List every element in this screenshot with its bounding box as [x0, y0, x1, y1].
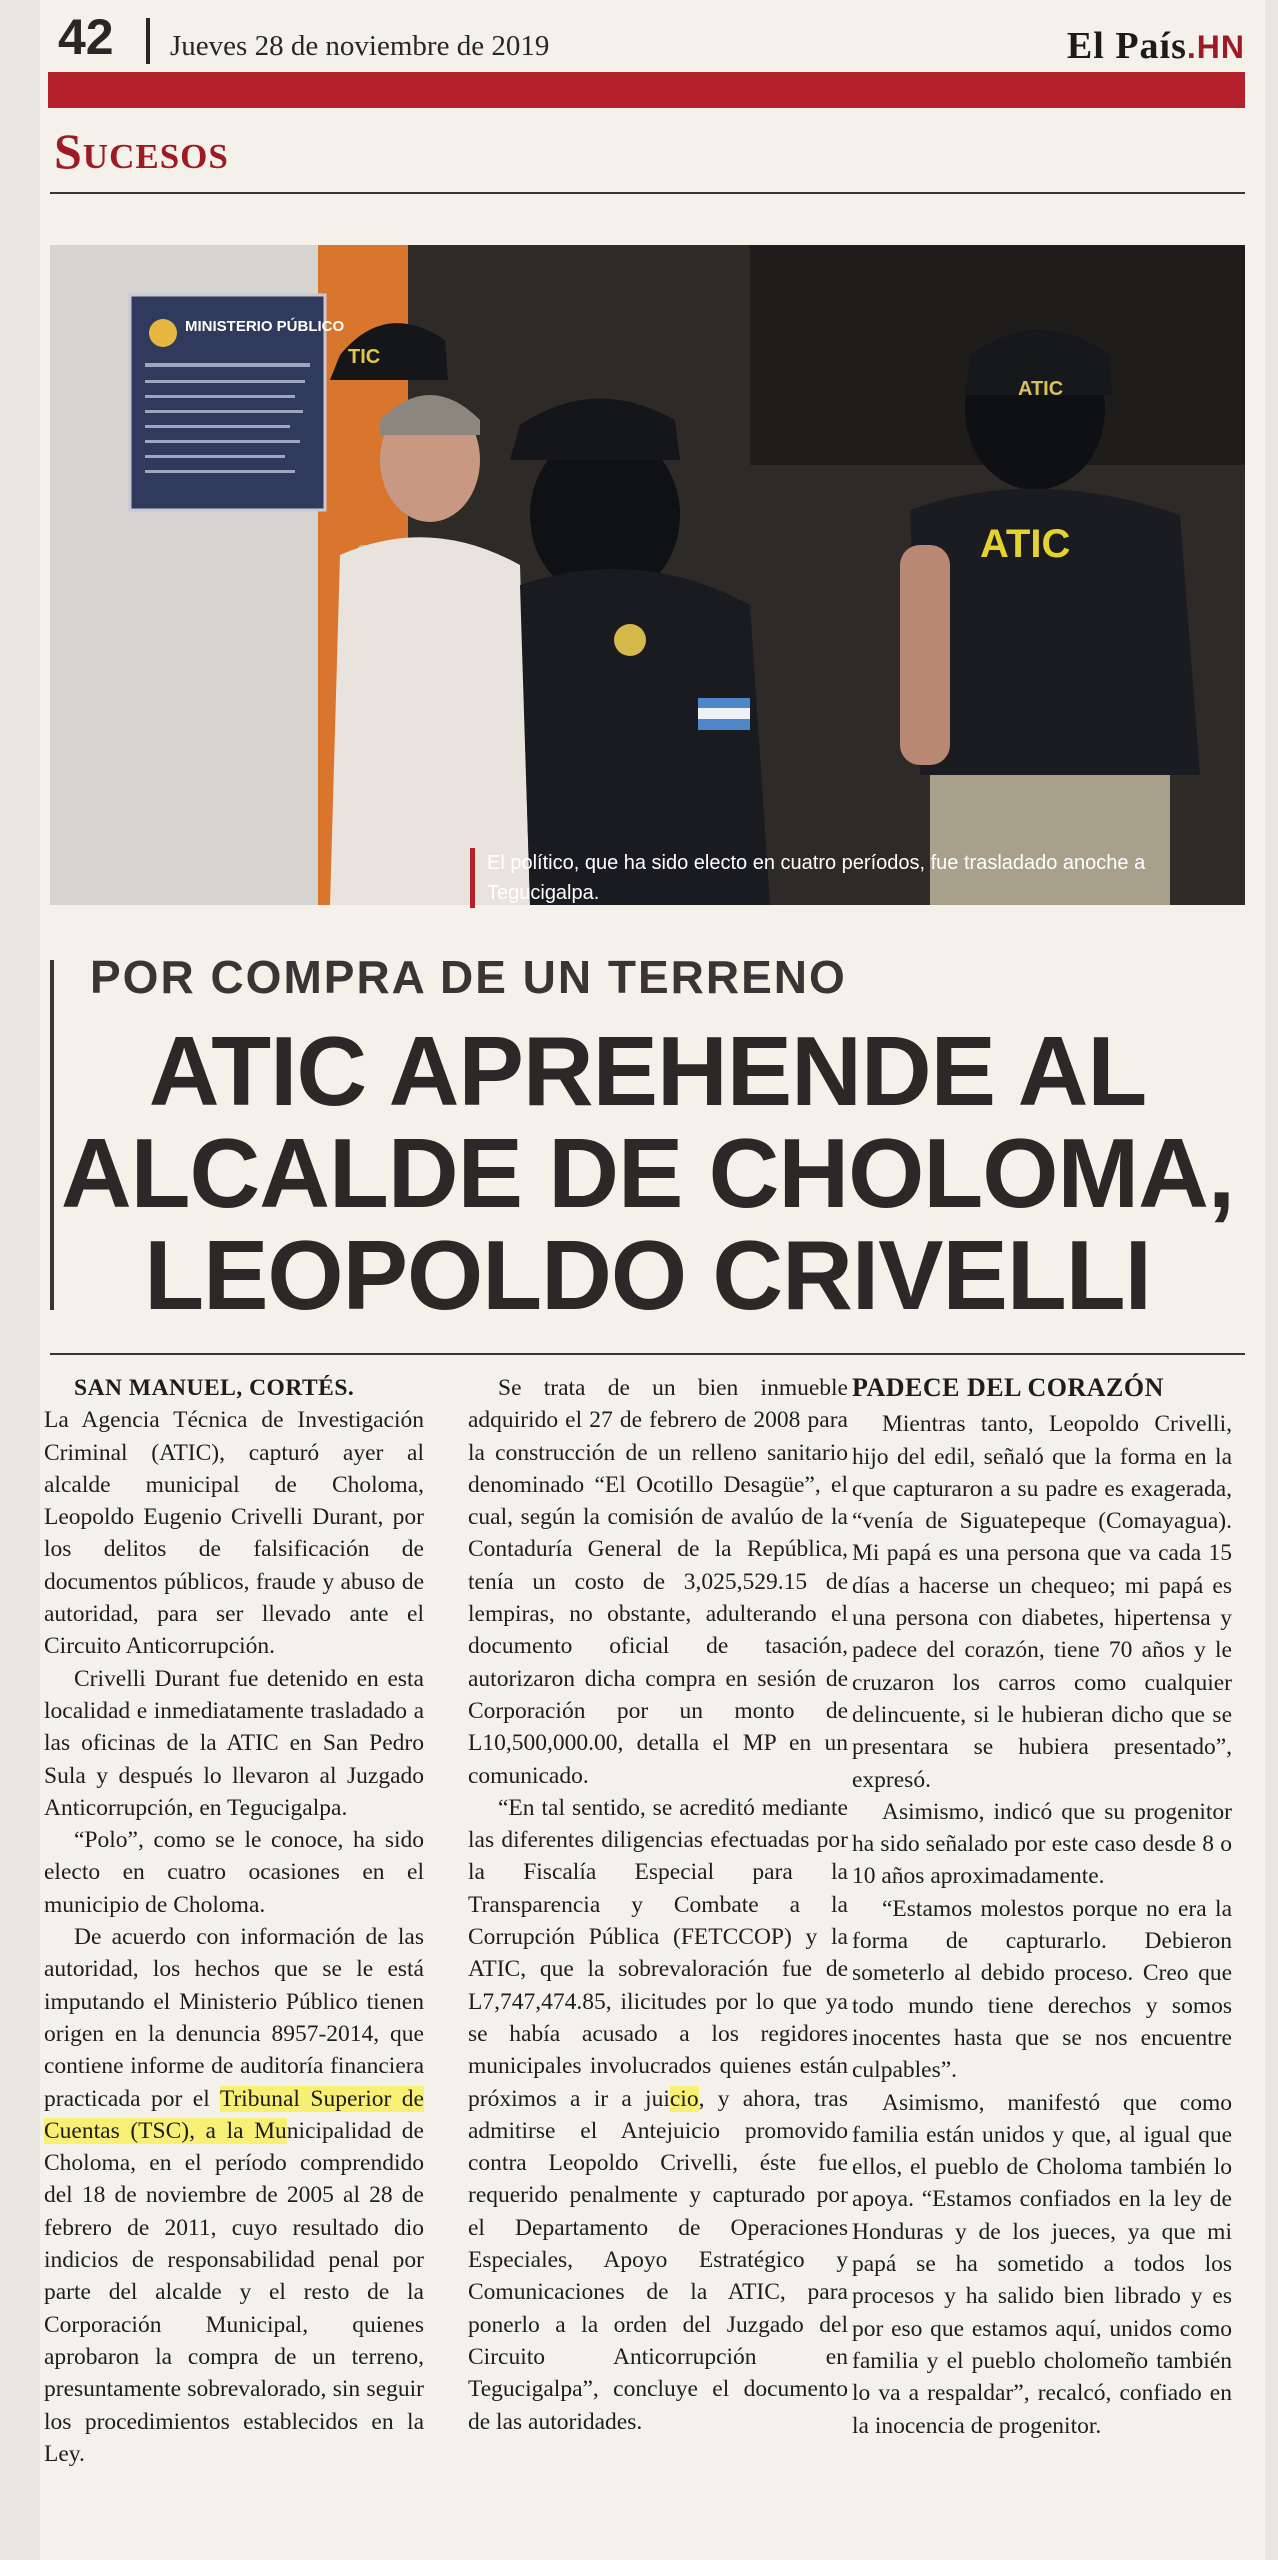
text-run: “En tal sentido, se acreditó mediante las diferentes diligencias efectuadas por la Fiscalía Especial para la Transparencia y Combate a la Corrupción Pública (FETCCOP) y la ATIC, que la sobrevaloración fue de L7,747,474.85, ilicitudes por lo que ya se había acusado a los regidores municipales involucrados quienes están próximos a ir a jui — [468, 1794, 848, 2112]
text-run: De acuerdo con información de las autoridad, los hechos que se le está imputando el Ministerio Público tienen origen en la denuncia 8957-2014, que contiene informe de auditoría financiera practicada por el — [44, 1924, 424, 2112]
header-color-bar — [48, 72, 1245, 108]
headline-line-1: ATIC APREHENDE AL — [148, 1016, 1147, 1126]
cap-text-left: TIC — [348, 346, 381, 368]
text-run: , y ahora, tras admitirse el Antejuicio promovido contra Leopoldo Crivelli, éste fue requerido penalmente y capturado por el Departamento de Operaciones Especiales, Apoyo Estratégico y Comunicaciones de la ATIC, para ponerlo a la orden del Juzgado del Circuito Anticorrupción en Tegucigalpa”, concluye el documento de las autoridades. — [468, 2085, 848, 2435]
subheading: PADECE DEL CORAZÓN — [852, 1373, 1164, 1402]
ministerio-publico-sign — [130, 295, 345, 510]
page-number: 42 — [58, 9, 114, 65]
issue-date: Jueves 28 de noviembre de 2019 — [170, 30, 550, 62]
logo-suffix: .HN — [1186, 29, 1245, 65]
section-title: Sucesos — [54, 123, 229, 179]
paragraph: Se trata de un bien inmueble adquirido el 27 de febrero de 2008 para la construcción de un relleno sanitario denominado “El Ocotillo Desagüe”, el cual, según la comisión de avalúo de la Contaduría General de la República, tenía un costo de 3,025,529.15 de lempiras, no obstante, adulterando el documento oficial de tasación, autorizaron dicha compra en sesión de Corporación por un monto de L10,500,000.00, detalla el MP en un comunicado. — [468, 1375, 848, 1789]
headline-rule — [50, 1353, 1245, 1355]
logo-main: El País — [1066, 25, 1187, 67]
newspaper-page — [40, 0, 1265, 2560]
headline-title — [50, 1016, 1245, 1330]
headline-line-2: ALCALDE DE CHOLOMA, — [60, 1118, 1235, 1228]
headline-line-3: LEOPOLDO CRIVELLI — [144, 1220, 1151, 1330]
highlighted-text: cio — [669, 2085, 699, 2112]
article-column-1 — [44, 1372, 424, 2470]
paragraph: “Polo”, como se le conoce, ha sido electo en cuatro ocasiones en el municipio de Choloma. — [44, 1827, 424, 1918]
headline-block — [50, 950, 1245, 1350]
atic-shirt-badge: ATIC — [980, 522, 1071, 566]
paragraph: Mientras tanto, Leopoldo Crivelli, hijo del edil, señaló que la forma en la que capturaron a su padre es exagerada, “venía de Siguatepeque (Comayagua). Mi papá es una persona que va cada 15 días a hacerse un chequeo; mi papá es una persona con diabetes, hipertensa y padece del corazón, tiene 70 años y le cruzaron los carros como cualquier delincuente, si le hubieran dicho que se presentara se hubiera presentado”, expresó. — [852, 1411, 1232, 1793]
kicker: POR COMPRA DE UN TERRENO — [90, 951, 847, 1003]
paragraph — [44, 1921, 424, 2470]
news-photo — [50, 245, 1245, 905]
paragraph: “Estamos molestos porque no era la forma de capturarlo. Debieron someterlo al debido proceso. Creo que todo mundo tiene derechos y somos inocentes hasta que se nos encuentre culpables”. — [852, 1895, 1232, 2084]
photo-caption: El político, que ha sido electo en cuatro períodos, fue trasladado anoche a Tegucigalpa. — [470, 848, 1247, 908]
page-header — [40, 0, 1265, 120]
paragraph: Crivelli Durant fue detenido en esta localidad e inmediatamente trasladado a las oficinas de la ATIC en San Pedro Sula y después lo llevaron al Juzgado Anticorrupción, en Tegucigalpa. — [44, 1665, 424, 1821]
paragraph: Asimismo, indicó que su progenitor ha sido señalado por este caso desde 8 o 10 años aproximadamente. — [852, 1798, 1232, 1890]
dateline: SAN MANUEL, CORTÉS. — [74, 1375, 355, 1401]
article-column-3 — [852, 1372, 1232, 2442]
text-run: nicipalidad de Choloma, en el período comprendido del 18 de noviembre de 2005 al 28 de febrero de 2011, cuyo resultado dio indicios de responsabilidad penal por parte del alcalde y el resto de la Corporación Municipal, quienes aprobaron la compra de un terreno, presuntamente sobrevalorado, sin seguir los procedimientos establecidos en la Ley. — [44, 2117, 424, 2467]
section-rule — [50, 192, 1245, 194]
article-column-2 — [468, 1372, 848, 2438]
newspaper-logo — [1067, 24, 1245, 68]
highlighted-text: Tribunal Superior de Cuentas (TSC), a la Mu — [44, 2085, 424, 2144]
cap-text-right: ATIC — [1018, 378, 1064, 400]
header-divider — [146, 18, 150, 64]
paragraph: La Agencia Técnica de Investigación Criminal (ATIC), capturó ayer al alcalde municipal de Choloma, Leopoldo Eugenio Crivelli Durant, por los delitos de falsificación de documentos públicos, fraude y abuso de autoridad, para ser llevado ante el Circuito Anticorrupción. — [44, 1407, 424, 1660]
paragraph — [468, 1792, 848, 2438]
paragraph: Asimismo, manifestó que como familia están unidos y que, al igual que ellos, el pueblo de Choloma también lo apoya. “Estamos confiados en la ley de Honduras y de los jueces, ya que mi papá se ha sometido a todos los procesos y ha salido bien librado y es por eso que estamos aquí, unidos como familia y el pueblo cholomeño también lo va a respaldar”, recalcó, confiado en la inocencia de progenitor. — [852, 2089, 1232, 2439]
sign-title: MINISTERIO PÚBLICO — [185, 318, 345, 335]
